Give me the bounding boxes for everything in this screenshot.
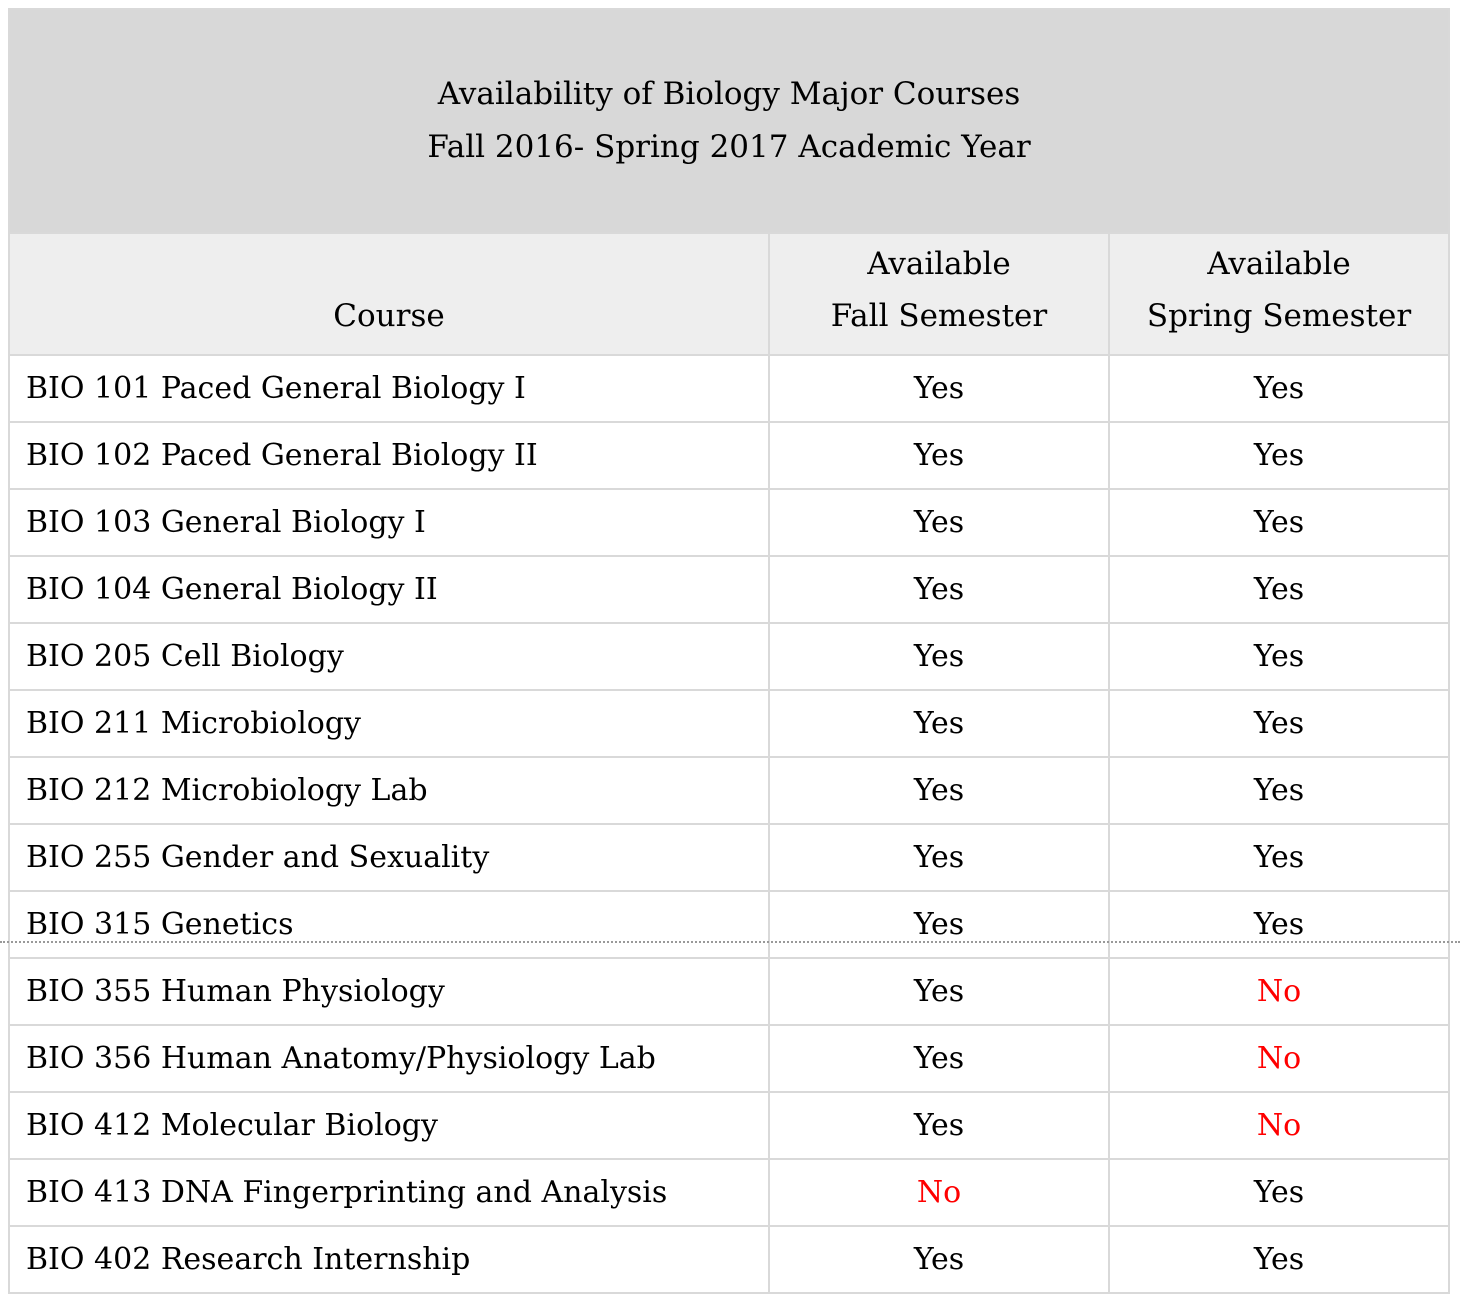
- course-cell: BIO 412 Molecular Biology: [9, 1092, 769, 1159]
- column-header-spring: [1109, 233, 1449, 355]
- table-row: [9, 355, 1449, 422]
- course-cell: BIO 355 Human Physiology: [9, 958, 769, 1025]
- spring-availability-cell: Yes: [1109, 355, 1449, 422]
- spring-availability-cell: Yes: [1109, 489, 1449, 556]
- spring-availability-cell: Yes: [1109, 1226, 1449, 1293]
- fall-availability-cell: Yes: [769, 1092, 1109, 1159]
- table-row: [9, 690, 1449, 757]
- fall-availability-cell: Yes: [769, 757, 1109, 824]
- course-cell: BIO 413 DNA Fingerprinting and Analysis: [9, 1159, 769, 1226]
- fall-availability-cell: No: [769, 1159, 1109, 1226]
- column-header-course-label: Course: [333, 298, 445, 334]
- fall-availability-cell: Yes: [769, 1025, 1109, 1092]
- course-cell: BIO 356 Human Anatomy/Physiology Lab: [9, 1025, 769, 1092]
- table-row: [9, 891, 1449, 958]
- column-header-spring-line-2: Spring Semester: [1146, 298, 1412, 334]
- fall-availability-cell: Yes: [769, 891, 1109, 958]
- spring-availability-cell: Yes: [1109, 757, 1449, 824]
- fall-availability-cell: Yes: [769, 690, 1109, 757]
- course-cell: BIO 211 Microbiology: [9, 690, 769, 757]
- table-row: [9, 1092, 1449, 1159]
- fall-availability-cell: Yes: [769, 489, 1109, 556]
- table-row: [9, 824, 1449, 891]
- spring-availability-cell: Yes: [1109, 1159, 1449, 1226]
- table-row: [9, 1226, 1449, 1293]
- column-header-fall-line-1: Available: [867, 246, 1011, 282]
- fall-availability-cell: Yes: [769, 958, 1109, 1025]
- course-cell: BIO 102 Paced General Biology II: [9, 422, 769, 489]
- header-row: [9, 233, 1449, 355]
- fall-availability-cell: Yes: [769, 556, 1109, 623]
- course-cell: BIO 255 Gender and Sexuality: [9, 824, 769, 891]
- column-header-fall-line-2: Fall Semester: [830, 298, 1048, 334]
- column-header-course: [9, 233, 769, 355]
- fall-availability-cell: Yes: [769, 422, 1109, 489]
- table-row: [9, 757, 1449, 824]
- column-header-fall: [769, 233, 1109, 355]
- table-title-line-1: Availability of Biology Major Courses: [437, 76, 1021, 112]
- spring-availability-cell: Yes: [1109, 891, 1449, 958]
- table-row: [9, 422, 1449, 489]
- course-cell: BIO 315 Genetics: [9, 891, 769, 958]
- spring-availability-cell: No: [1109, 1025, 1449, 1092]
- fall-availability-cell: Yes: [769, 355, 1109, 422]
- spring-availability-cell: Yes: [1109, 556, 1449, 623]
- spring-availability-cell: Yes: [1109, 690, 1449, 757]
- course-cell: BIO 101 Paced General Biology I: [9, 355, 769, 422]
- table-title-line-2: Fall 2016- Spring 2017 Academic Year: [427, 129, 1031, 165]
- spring-availability-cell: No: [1109, 958, 1449, 1025]
- spring-availability-cell: Yes: [1109, 824, 1449, 891]
- course-cell: BIO 205 Cell Biology: [9, 623, 769, 690]
- table-row: [9, 1025, 1449, 1092]
- table-row: [9, 556, 1449, 623]
- fall-availability-cell: Yes: [769, 824, 1109, 891]
- table-row: [9, 623, 1449, 690]
- course-cell: BIO 402 Research Internship: [9, 1226, 769, 1293]
- course-cell: BIO 104 General Biology II: [9, 556, 769, 623]
- fall-availability-cell: Yes: [769, 623, 1109, 690]
- spring-availability-cell: Yes: [1109, 422, 1449, 489]
- spring-availability-cell: Yes: [1109, 623, 1449, 690]
- title-row: [9, 9, 1449, 233]
- fall-availability-cell: Yes: [769, 1226, 1109, 1293]
- course-cell: BIO 103 General Biology I: [9, 489, 769, 556]
- table-title: [9, 9, 1449, 233]
- table-row: [9, 489, 1449, 556]
- spring-availability-cell: No: [1109, 1092, 1449, 1159]
- column-header-spring-line-1: Available: [1207, 246, 1351, 282]
- course-availability-table: [8, 8, 1450, 1294]
- table-row: [9, 958, 1449, 1025]
- table-row: [9, 1159, 1449, 1226]
- course-cell: BIO 212 Microbiology Lab: [9, 757, 769, 824]
